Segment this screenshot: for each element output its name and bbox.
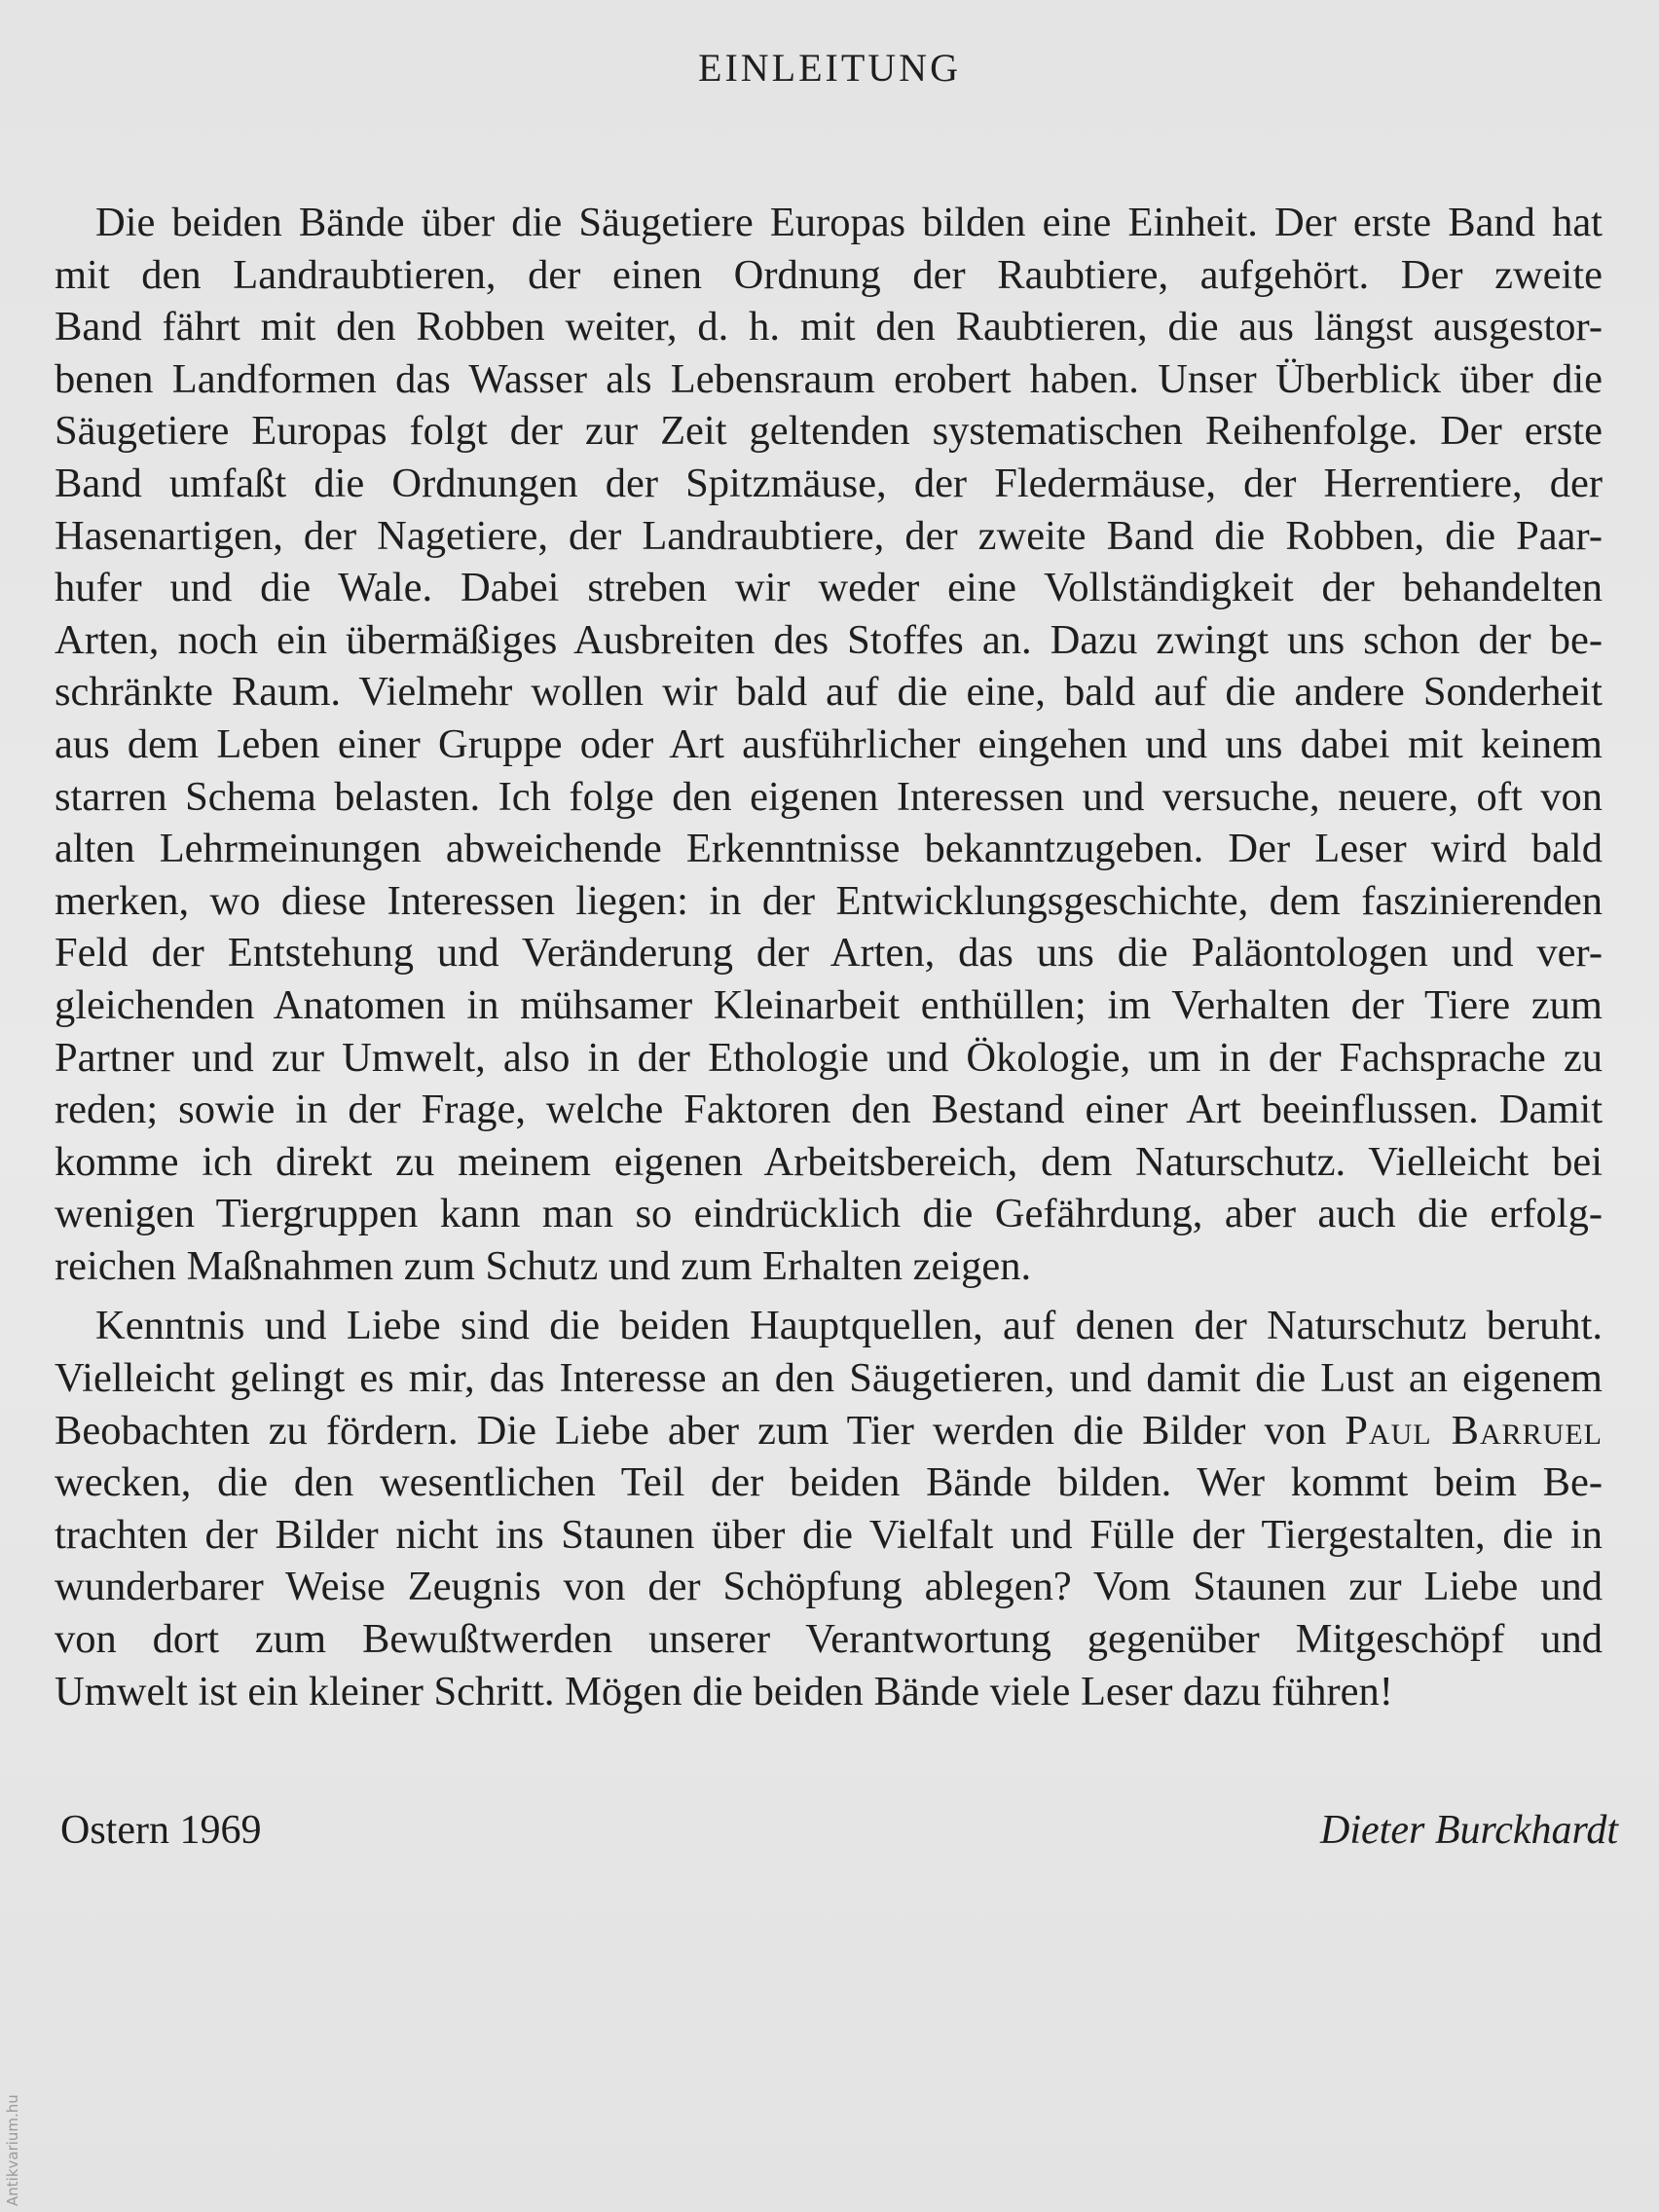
watermark: Antikvarium.hu <box>4 2094 21 2206</box>
text-line: wunderbarer Weise Zeugnis von der Schöpfung ablegen? Vom Staunen zur Liebe und <box>55 1564 1603 1610</box>
text-line: Feld der Entstehung und Veränderung der Arten, das uns die Paläontologen und ver- <box>55 930 1603 977</box>
text-line: von dort zum Bewußtwerden unserer Verantwortung gegenüber Mitgeschöpf und <box>55 1616 1603 1663</box>
text-line: schränkte Raum. Vielmehr wollen wir bald auf die eine, bald auf die andere Sonderheit <box>55 669 1603 716</box>
text-line: merken, wo diese Interessen liegen: in der Entwicklungsgeschichte, dem faszinierenden <box>55 877 1603 924</box>
signature-block <box>60 1807 1618 1865</box>
text-line: mit den Landraubtieren, der einen Ordnung der Raubtiere, aufgehört. Der zweite <box>55 251 1603 298</box>
text-line-with-name <box>55 1405 1603 1457</box>
paragraph-1 <box>55 197 1603 1292</box>
text-line: hufer und die Wale. Dabei streben wir weder eine Vollständigkeit der behandelten <box>55 565 1603 611</box>
text-line: wenigen Tiergruppen kann man so eindrücklich die Gefährdung, aber auch die erfolg- <box>55 1191 1603 1237</box>
paragraph-2 <box>55 1300 1603 1717</box>
author-signature: Dieter Burckhardt <box>1320 1808 1618 1853</box>
text-line: Säugetiere Europas folgt der zur Zeit geltenden systematischen Reihenfolge. Der erste <box>55 408 1603 455</box>
text-line: starren Schema belasten. Ich folge den eigenen Interessen und versuche, neuere, oft von <box>55 773 1603 820</box>
text-line: Umwelt ist ein kleiner Schritt. Mögen die beiden Bände viele Leser dazu führen! <box>55 1668 1393 1714</box>
text-line: reichen Maßnahmen zum Schutz und zum Erhalten zeigen. <box>55 1242 1032 1289</box>
text-line: trachten der Bilder nicht ins Staunen über die Vielfalt und Fülle der Tiergestalten, die in <box>55 1511 1603 1558</box>
text-line: alten Lehrmeinungen abweichende Erkenntnisse bekanntzugeben. Der Leser wird bald <box>55 826 1603 872</box>
introduction-text <box>55 197 1603 1717</box>
text-line: Band fährt mit den Robben weiter, d. h. mit den Raubtieren, die aus längst ausgestor- <box>55 304 1603 350</box>
paragraph-gap <box>55 1292 1603 1300</box>
text-line-prefix: Beobachten zu fördern. Die Liebe aber zum Tier werden die Bilder von <box>55 1407 1346 1454</box>
text-line: Arten, noch ein übermäßiges Ausbreiten des Stoffes an. Dazu zwingt uns schon der be- <box>55 616 1603 663</box>
text-line: Vielleicht gelingt es mir, das Interesse an den Säugetieren, und damit die Lust an eigenem <box>55 1355 1603 1402</box>
painter-name: Paul Barruel <box>1345 1407 1603 1454</box>
date-line: Ostern 1969 <box>60 1808 262 1853</box>
text-line: benen Landformen das Wasser als Lebensraum erobert haben. Unser Überblick über die <box>55 355 1603 402</box>
text-line: komme ich direkt zu meinem eigenen Arbeitsbereich, dem Naturschutz. Vielleicht bei <box>55 1138 1603 1185</box>
text-line: Partner und zur Umwelt, also in der Ethologie und Ökologie, um in der Fachsprache zu <box>55 1034 1603 1081</box>
text-line: reden; sowie in der Frage, welche Faktoren den Bestand einer Art beeinflussen. Damit <box>55 1087 1603 1133</box>
text-line: Kenntnis und Liebe sind die beiden Hauptquellen, auf denen der Naturschutz beruht. <box>95 1303 1603 1349</box>
text-line: Die beiden Bände über die Säugetiere Europas bilden eine Einheit. Der erste Band hat <box>95 200 1603 245</box>
text-line: gleichenden Anatomen in mühsamer Kleinarbeit enthüllen; im Verhalten der Tiere zum <box>55 981 1603 1028</box>
text-line: Hasenartigen, der Nagetiere, der Landraubtiere, der zweite Band die Robben, die Paar- <box>55 512 1603 559</box>
text-line: Band umfaßt die Ordnungen der Spitzmäuse, der Fledermäuse, der Herrentiere, der <box>55 460 1603 506</box>
text-line: aus dem Leben einer Gruppe oder Art ausführlicher eingehen und uns dabei mit keinem <box>55 720 1603 767</box>
page-title: EINLEITUNG <box>698 46 961 90</box>
text-line: wecken, die den wesentlichen Teil der beiden Bände bilden. Wer kommt beim Be- <box>55 1459 1603 1506</box>
